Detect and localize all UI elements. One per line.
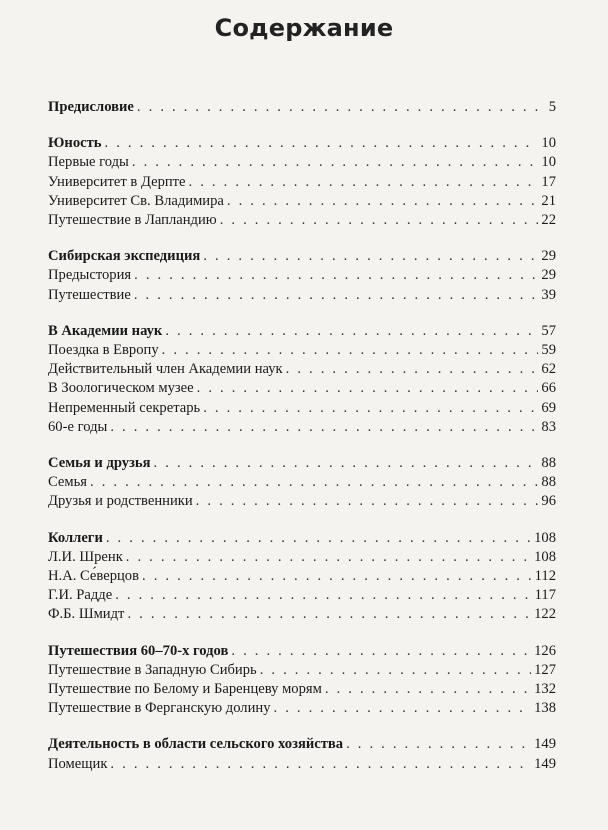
toc-section-heading — [48, 642, 556, 661]
entry-label: Н.А. Се́верцов — [48, 568, 139, 585]
page-number: 108 — [534, 529, 556, 546]
page-number: 10 — [541, 135, 556, 152]
toc-entry — [48, 680, 556, 699]
dot-leader — [90, 473, 538, 492]
entry-label: Непременный секретарь — [48, 399, 201, 416]
entry-label: Университет в Дерпте — [48, 173, 186, 190]
page-number: 66 — [541, 380, 556, 397]
page-number: 122 — [534, 606, 556, 623]
page-number: 62 — [541, 361, 556, 378]
dot-leader — [126, 548, 531, 567]
heading-label: Коллеги — [48, 529, 103, 546]
toc-section-heading — [48, 134, 556, 153]
toc-section — [48, 529, 556, 625]
toc-entry — [48, 661, 556, 680]
toc-section — [48, 98, 556, 117]
toc-entry — [48, 211, 556, 230]
toc-entry — [48, 266, 556, 285]
dot-leader — [274, 699, 532, 718]
toc-section — [48, 454, 556, 512]
heading-label: Предисловие — [48, 99, 134, 115]
toc-entry — [48, 586, 556, 605]
page-number: 88 — [541, 474, 556, 491]
page-number: 17 — [541, 173, 556, 190]
entry-label: В Зоологическом музее — [48, 380, 194, 397]
toc-entry — [48, 605, 556, 624]
page-number: 39 — [541, 286, 556, 303]
dot-leader — [134, 266, 538, 285]
toc-section-heading — [48, 735, 556, 754]
toc-entry — [48, 153, 556, 172]
page-number: 96 — [541, 493, 556, 510]
dot-leader — [220, 211, 539, 230]
dot-leader — [132, 153, 539, 172]
page-number: 22 — [541, 212, 556, 229]
entry-label: Поездка в Европу — [48, 342, 159, 359]
dot-leader — [196, 492, 539, 511]
page-number: 10 — [541, 154, 556, 171]
dot-leader — [203, 247, 538, 266]
page-number: 29 — [541, 267, 556, 284]
page-number: 138 — [534, 700, 556, 717]
page-number: 149 — [534, 755, 556, 772]
entry-label: Путешествие по Белому и Баренцеву морям — [48, 681, 322, 698]
toc-entry — [48, 286, 556, 305]
dot-leader — [162, 341, 539, 360]
page-title: Содержание — [214, 14, 394, 42]
table-of-contents — [48, 98, 556, 791]
toc-entry — [48, 360, 556, 379]
entry-label: Университет Св. Владимира — [48, 192, 224, 209]
page-number: 127 — [534, 661, 556, 678]
entry-label: Предыстория — [48, 267, 132, 284]
toc-section-heading — [48, 529, 556, 548]
toc-section-heading — [48, 98, 556, 117]
entry-label: Ф.Б. Шмидт — [48, 606, 125, 623]
dot-leader — [260, 661, 531, 680]
heading-label: Юность — [48, 135, 102, 152]
toc-entry — [48, 548, 556, 567]
dot-leader — [231, 642, 531, 661]
dot-leader — [115, 586, 531, 605]
toc-section-heading — [48, 454, 556, 473]
dot-leader — [134, 286, 539, 305]
page-number: 5 — [548, 99, 556, 115]
entry-label: Семья — [48, 474, 87, 491]
entry-label: Действительный член Академии наук — [48, 361, 283, 378]
toc-entry — [48, 192, 556, 211]
toc-entry — [48, 492, 556, 511]
dot-leader — [110, 418, 538, 437]
entry-label: Г.И. Радде — [48, 587, 113, 604]
heading-label: Путешествия 60–70-х годов — [48, 642, 229, 659]
entry-label: Л.И. Шренк — [48, 548, 123, 565]
dot-leader — [154, 454, 539, 473]
entry-label: Путешествие — [48, 286, 131, 303]
heading-label: Семья и друзья — [48, 455, 151, 472]
page-number: 126 — [534, 642, 556, 659]
toc-entry — [48, 379, 556, 398]
page-number: 88 — [541, 455, 556, 472]
toc-section — [48, 134, 556, 230]
toc-section — [48, 247, 556, 305]
entry-label: Друзья и родственники — [48, 493, 193, 510]
page-number: 132 — [534, 681, 556, 698]
dot-leader — [127, 605, 531, 624]
entry-label: Помещик — [48, 755, 108, 772]
page-number: 29 — [541, 248, 556, 265]
page-number: 149 — [534, 736, 556, 753]
entry-label: Путешествие в Ферганскую долину — [48, 700, 271, 717]
dot-leader — [110, 755, 531, 774]
dot-leader — [142, 567, 532, 586]
toc-entry — [48, 173, 556, 192]
dot-leader — [286, 360, 539, 379]
page-number: 83 — [541, 418, 556, 435]
dot-leader — [197, 379, 539, 398]
dot-leader — [227, 192, 539, 211]
heading-label: Деятельность в области сельского хозяйства — [48, 736, 344, 753]
dot-leader — [346, 735, 531, 754]
toc-section — [48, 642, 556, 719]
toc-entry — [48, 473, 556, 492]
dot-leader — [106, 529, 531, 548]
page-number: 59 — [541, 342, 556, 359]
toc-entry — [48, 418, 556, 437]
heading-label: Сибирская экспедиция — [48, 248, 201, 265]
dot-leader — [165, 322, 538, 341]
dot-leader — [189, 173, 539, 192]
toc-entry — [48, 567, 556, 586]
entry-label: Первые годы — [48, 154, 129, 171]
page-number: 21 — [541, 192, 556, 209]
toc-entry — [48, 399, 556, 418]
dot-leader — [137, 98, 546, 117]
page-number: 57 — [541, 322, 556, 339]
dot-leader — [325, 680, 531, 699]
entry-label: 60-е годы — [48, 418, 108, 435]
toc-section-heading — [48, 247, 556, 266]
entry-label: Путешествие в Западную Сибирь — [48, 661, 257, 678]
page-number: 108 — [534, 548, 556, 565]
toc-section-heading — [48, 322, 556, 341]
page-number: 117 — [534, 587, 556, 604]
toc-entry — [48, 755, 556, 774]
toc-entry — [48, 341, 556, 360]
page-number: 112 — [534, 568, 556, 585]
dot-leader — [203, 399, 538, 418]
toc-section — [48, 322, 556, 437]
toc-entry — [48, 699, 556, 718]
entry-label: Путешествие в Лапландию — [48, 212, 217, 229]
page-number: 69 — [541, 399, 556, 416]
heading-label: В Академии наук — [48, 322, 163, 339]
toc-section — [48, 735, 556, 773]
dot-leader — [105, 134, 539, 153]
